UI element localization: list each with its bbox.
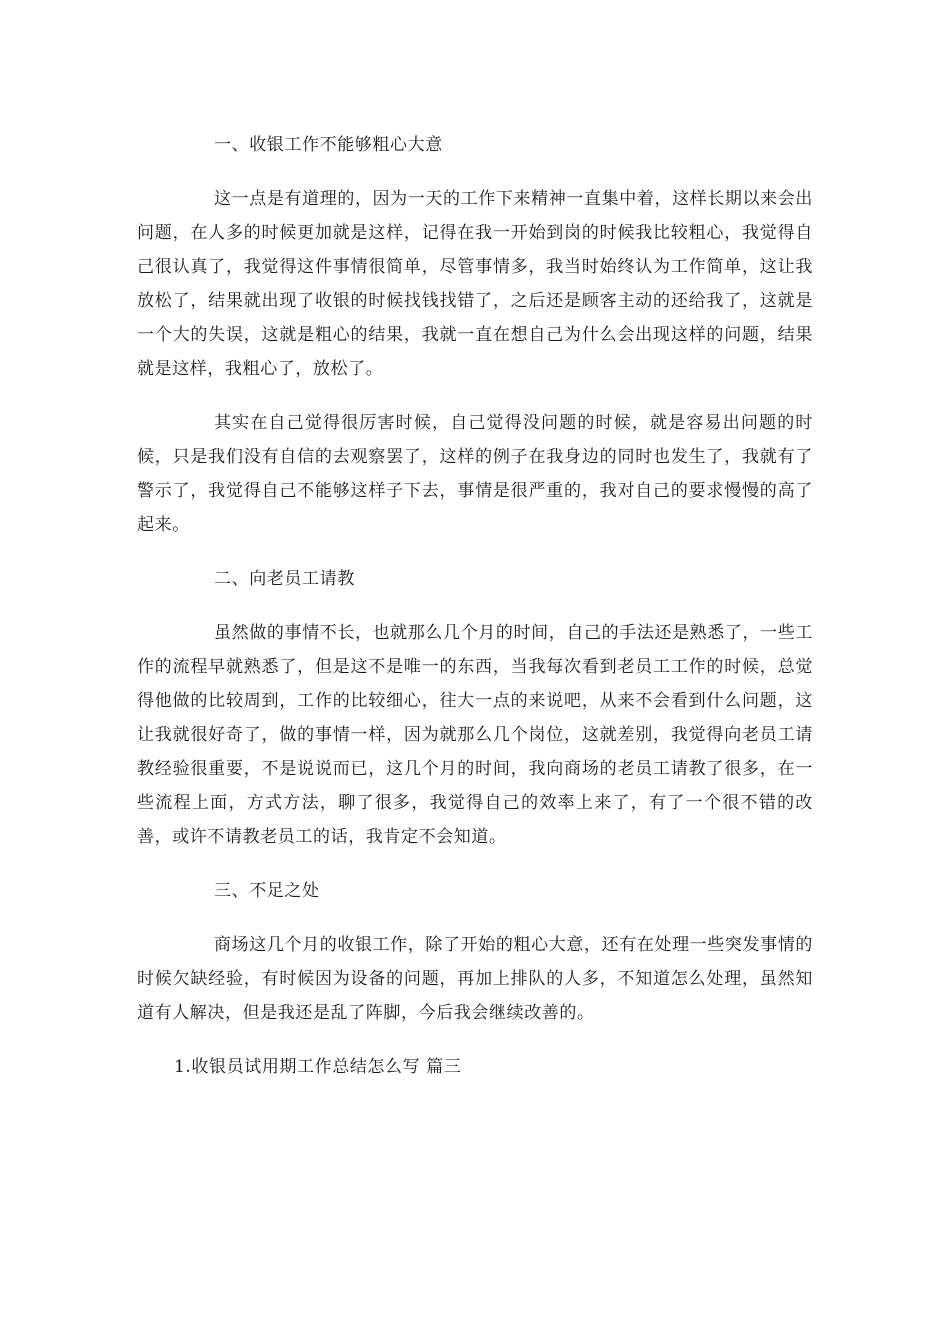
section-3-paragraph-1: 商场这几个月的收银工作，除了开始的粗心大意，还有在处理一些突发事情的时候欠缺经验，有时候因为设备的问题，再加上排队的人多，不知道怎么处理，虽然知道有人解决，但是我还是乱了阵脚，今后我会继续改善的。 [137,935,813,1023]
section-heading-1: 一、收银工作不能够粗心大意 [214,135,443,155]
section-heading-3: 三、不足之处 [214,881,320,901]
section-heading-2: 二、向老员工请教 [214,569,355,589]
section-2-paragraph-1: 虽然做的事情不长，也就那么几个月的时间，自己的手法还是熟悉了，一些工作的流程早就熟悉了，但是这不是唯一的东西，当我每次看到老员工工作的时候，总觉得他做的比较周到，工作的比较细心，往大一点的来说吧，从来不会看到什么问题，这让我就很好奇了，做的事情一样，因为就那么几个岗位，这就差别，我觉得向老员工请教经验很重要，不是说说而已，这几个月的时间，我向商场的老员工请教了很多，在一些流程上面，方式方法，聊了很多，我觉得自己的效率上来了，有了一个很不错的改善，或许不请教老员工的话，我肯定不会知道。 [137,623,813,847]
section-1-paragraph-2: 其实在自己觉得很厉害时候，自己觉得没问题的时候，就是容易出问题的时候，只是我们没有自信的去观察罢了，这样的例子在我身边的同时也发生了，我就有了警示了，我觉得自己不能够这样子下去，事情是很严重的，我对自己的要求慢慢的高了起来。 [137,413,813,535]
document-body [137,128,813,1084]
section-1-paragraph-1: 这一点是有道理的，因为一天的工作下来精神一直集中着，这样长期以来会出问题，在人多的时候更加就是这样，记得在我一开始到岗的时候我比较粗心，我觉得自己很认真了，我觉得这件事情很简单，尽管事情多，我当时始终认为工作简单，这让我放松了，结果就出现了收银的时候找钱找错了，之后还是顾客主动的还给我了，这就是一个大的失误，这就是粗心的结果，我就一直在想自己为什么会出现这样的问题，结果就是这样，我粗心了，放松了。 [137,189,813,379]
next-article-title: 1.收银员试用期工作总结怎么写 篇三 [174,1057,462,1077]
